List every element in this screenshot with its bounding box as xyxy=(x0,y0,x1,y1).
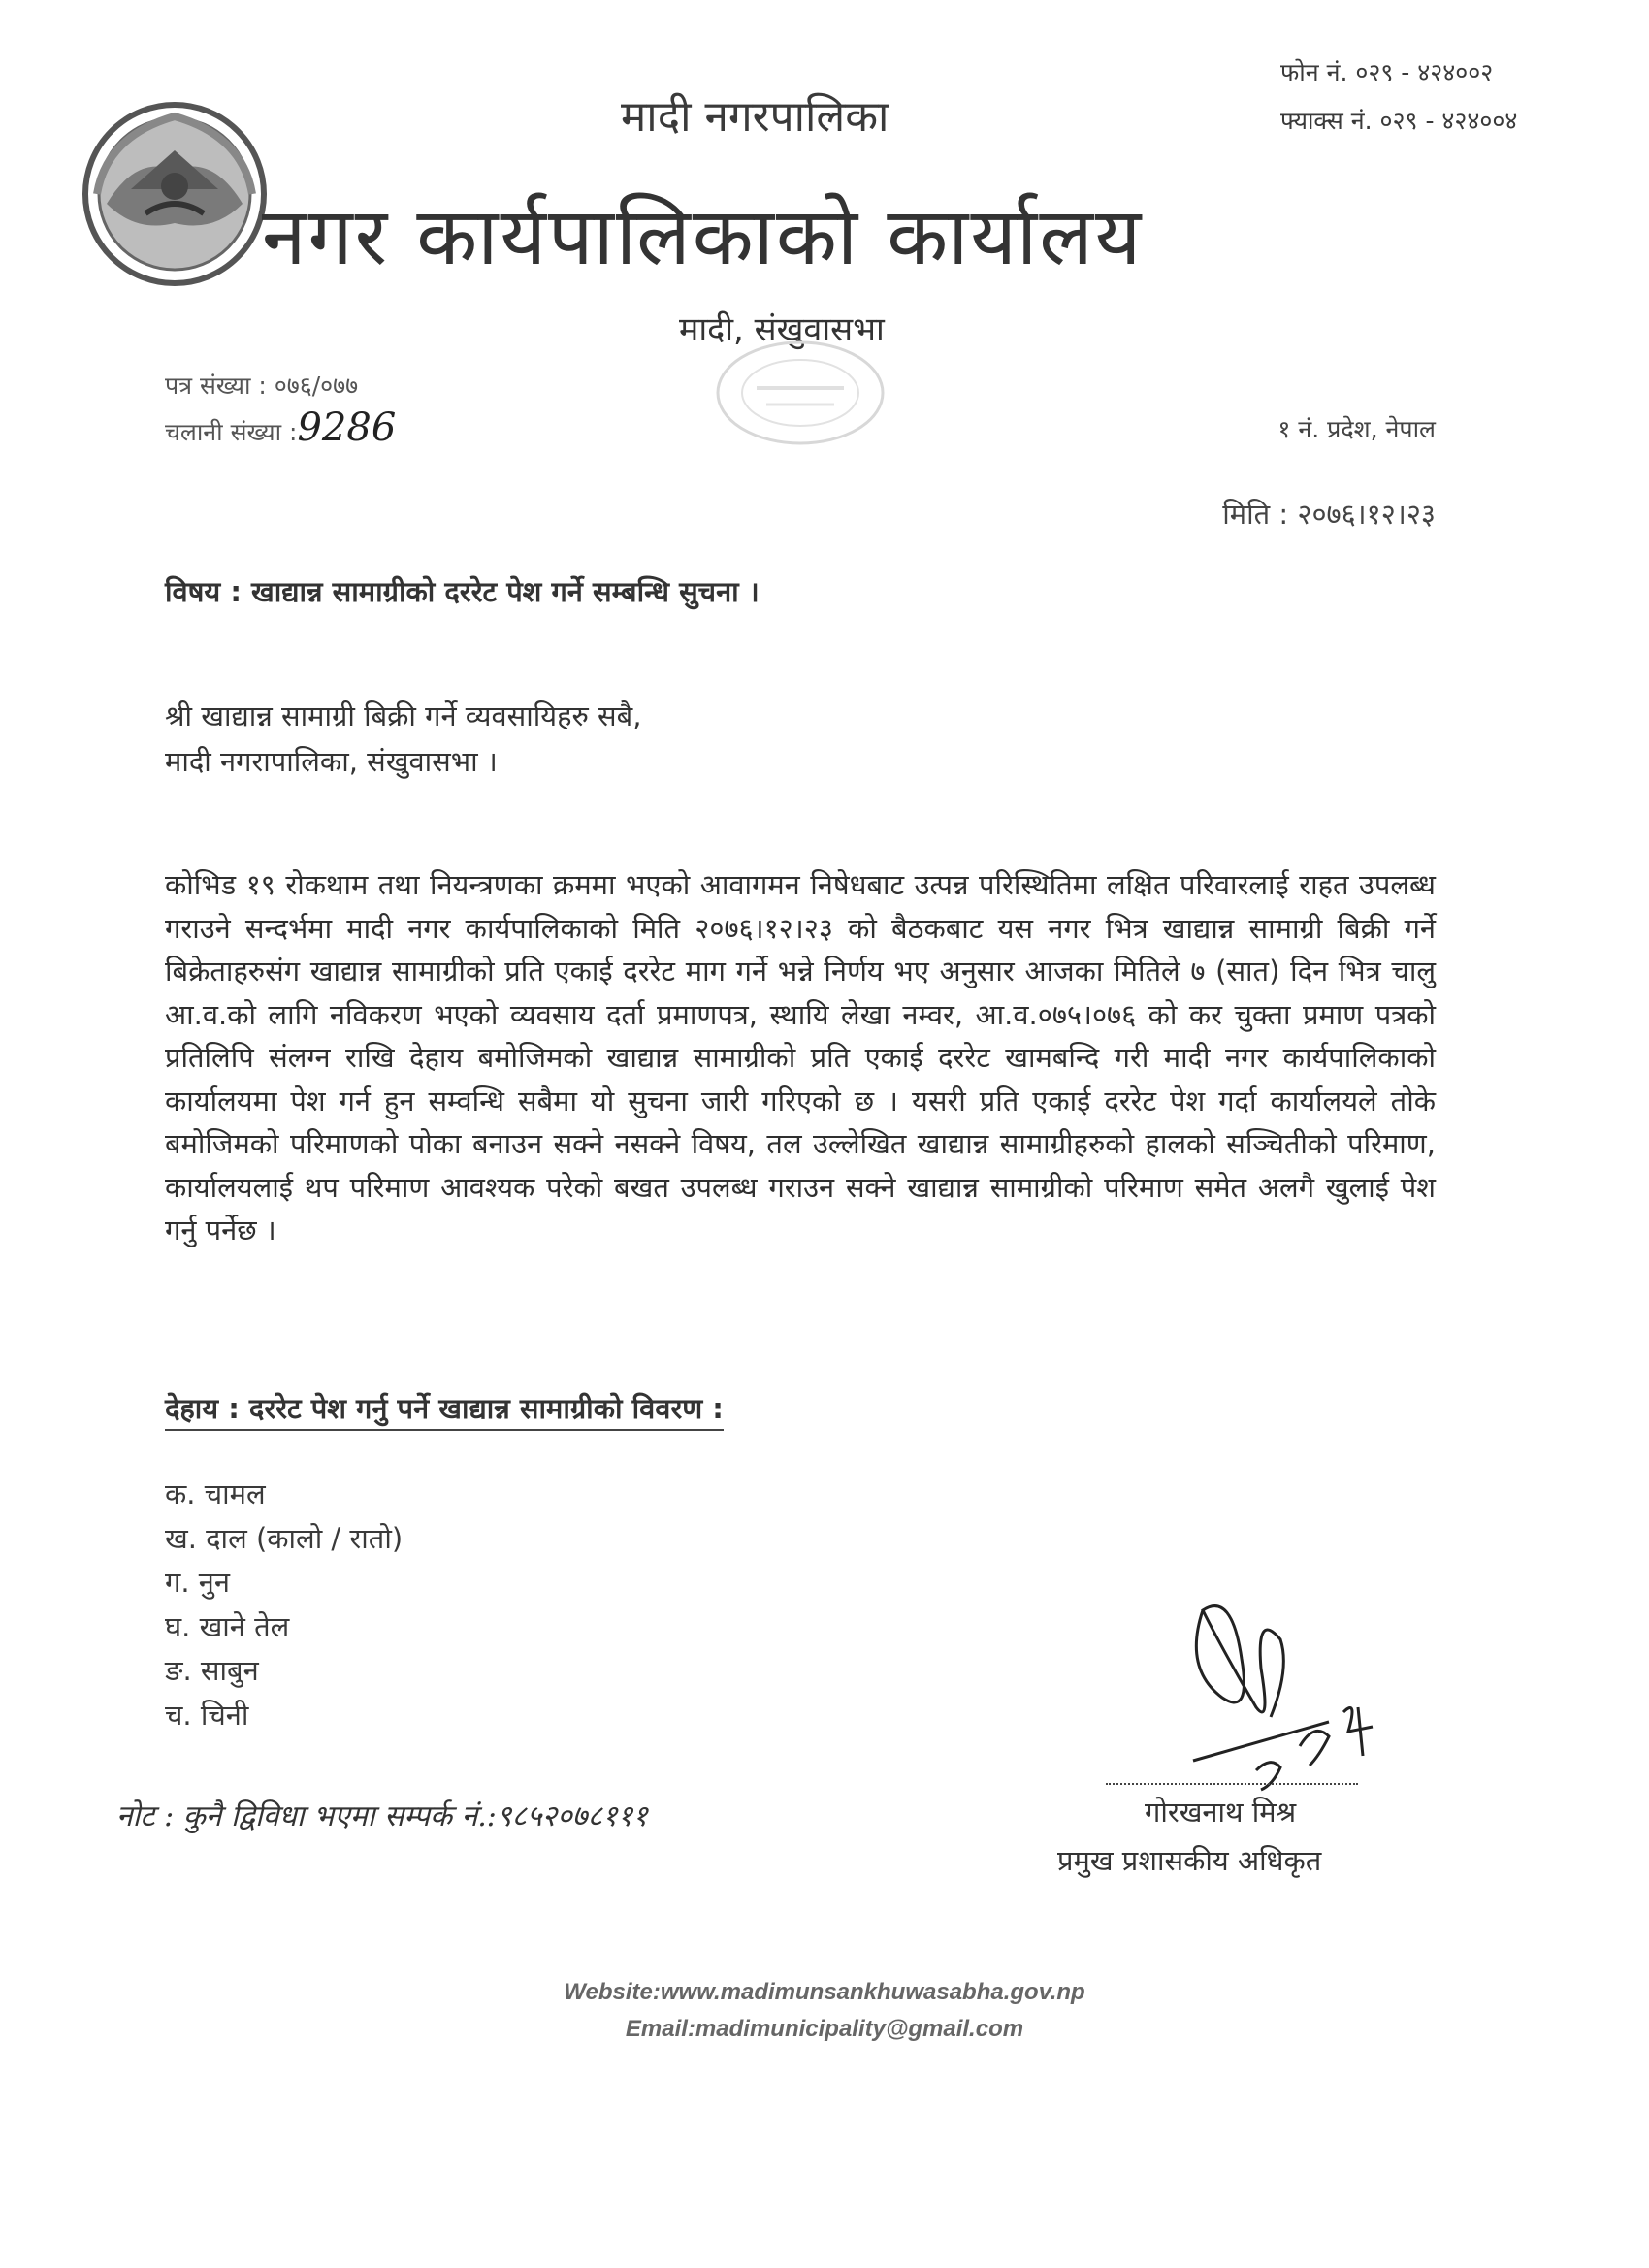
items-list xyxy=(165,1473,403,1737)
notice-body: कोभिड १९ रोकथाम तथा नियन्त्रणका क्रममा भएको आवागमन निषेधबाट उत्पन्न परिस्थितिमा लक्षित परिवारलाई राहत उपलब्ध गराउने सन्दर्भमा मादी नगर कार्यपालिकाको मिति २०७६।१२।२३ को बैठकबाट यस नगर भित्र खाद्यान्न सामाग्री बिक्री गर्ने बिक्रेताहरुसंग खाद्यान्न सामाग्रीको प्रति एकाई दररेट माग गर्ने भन्ने निर्णय भए अनुसार आजका मितिले ७ (सात) दिन भित्र चालु आ.व.को लागि नविकरण भएको व्यवसाय दर्ता प्रमाणपत्र, स्थायि लेखा नम्वर, आ.व.०७५।०७६ को कर चुक्ता प्रमाण पत्रको प्रतिलिपि संलग्न राखि देहाय बमोजिमको खाद्यान्न सामाग्रीको प्रति एकाई दररेट खामबन्दि गरी मादी नगर कार्यपालिकाको कार्यालयमा पेश गर्न हुन सम्वन्धि सबैमा यो सुचना जारी गरिएको छ । यसरी प्रति एकाई दररेट पेश गर्दा कार्यालयले तोके बमोजिमको परिमाणको पोका बनाउन सक्ने नसक्ने विषय, तल उल्लेखित खाद्यान्न सामाग्रीहरुको हालको सञ्चितीको परिमाण, कार्यालयलाई थप परिमाण आवश्यक परेको बखत उपलब्ध गराउन सक्ने खाद्यान्न सामाग्रीको परिमाण समेत अलगै खुलाई पेश गर्नु पर्नेछ । xyxy=(165,868,1436,1247)
addressee-line-2: मादी नगरापालिका, संखुवासभा । xyxy=(165,745,498,778)
phone-number: फोन नं. ०२९ - ४२४००२ xyxy=(1280,58,1494,86)
signer-name: गोरखनाथ मिश्र xyxy=(1145,1796,1297,1829)
addressee-line-1: श्री खाद्यान्न सामाग्री बिक्री गर्ने व्यवसायिहरु सबै, xyxy=(165,699,642,732)
contact-block xyxy=(1280,49,1517,146)
list-item: च. चिनी xyxy=(165,1698,249,1732)
dispatch-number-label: चलानी संख्या : xyxy=(165,418,298,446)
office-title: नगर कार्यपालिकाको कार्यालय xyxy=(262,191,1144,283)
footer-website: Website:www.madimunsankhuwasabha.gov.np xyxy=(564,1979,1085,2005)
list-item: ङ. साबुन xyxy=(165,1654,259,1687)
letter-date: मिति : २०७६।१२।२३ xyxy=(1222,498,1436,531)
letter-subject: विषय : खाद्यान्न सामाग्रीको दररेट पेश गर्ने सम्बन्धि सुचना । xyxy=(165,575,760,608)
municipality-name: मादी नगरपालिका xyxy=(621,92,889,142)
letter-number: पत्र संख्या : ०७६/०७७ xyxy=(165,372,359,400)
list-item: ख. दाल (कालो / रातो) xyxy=(165,1521,404,1555)
signature-line xyxy=(1106,1746,1358,1785)
signer-title: प्रमुख प्रशासकीय अधिकृत xyxy=(1057,1844,1322,1877)
list-item: ग. नुन xyxy=(165,1566,230,1599)
items-heading: देहाय : दररेट पेश गर्नु पर्ने खाद्यान्न सामाग्रीको विवरण : xyxy=(165,1389,724,1431)
office-seal-stamp-icon xyxy=(708,335,892,451)
contact-note: नोट : कुनै द्विविधा भएमा सम्पर्क नं.:९८५२०७८१११ xyxy=(116,1799,648,1833)
province: १ नं. प्रदेश, नेपाल xyxy=(1277,415,1436,443)
footer-email: Email:madimunicipality@gmail.com xyxy=(625,2016,1024,2042)
dispatch-number-value: 9286 xyxy=(297,405,397,450)
nepal-emblem-icon xyxy=(78,97,272,291)
list-item: घ. खाने तेल xyxy=(165,1609,290,1643)
office-address: मादी, संखुवासभा xyxy=(679,310,885,349)
list-item: क. चामल xyxy=(165,1477,266,1510)
dispatch-number-row xyxy=(165,405,396,450)
fax-number: फ्याक्स नं. ०२९ - ४२४००४ xyxy=(1280,107,1518,135)
